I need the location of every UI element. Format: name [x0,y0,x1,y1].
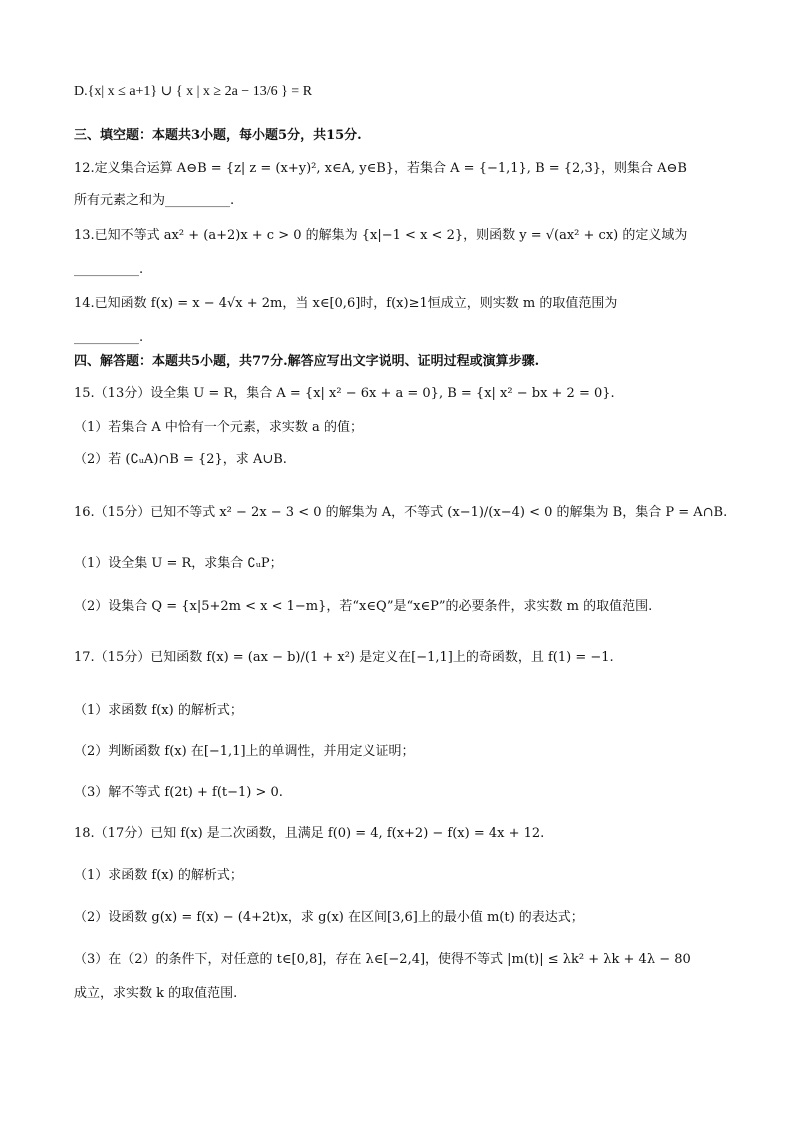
section-4-heading: 四、解答题：本题共5小题，共77分.解答应写出文字说明、证明过程或演算步骤. [74,354,540,369]
question-13-line-1: 13.已知不等式 ax² + (a+2)x + c > 0 的解集为 {x|−1 < x < 2}，则函数 y = √(ax² + cx) 的定义域为 [74,228,688,243]
question-14-line-2: __________. [74,330,144,345]
question-18-part-3-line-2: 成立，求实数 k 的取值范围. [74,986,238,1001]
question-17: 17.（15分）已知函数 f(x) = (ax − b)/(1 + x²) 是定义在[−1,1]上的奇函数，且 f(1) = −1. [74,650,614,665]
question-17-part-2: （2）判断函数 f(x) 在[−1,1]上的单调性，并用定义证明； [74,744,415,759]
question-13-line-2: __________. [74,262,144,277]
question-18-part-3-line-1: （3）在（2）的条件下，对任意的 t∈[0,8]，存在 λ∈[−2,4]，使得不等式 |m(t)| ≤ λk² + λk + 4λ − 80 [74,952,691,967]
question-16: 16.（15分）已知不等式 x² − 2x − 3 < 0 的解集为 A，不等式 (x−1)/(x−4) < 0 的解集为 B，集合 P = A∩B. [74,505,728,520]
question-12-line-2: 所有元素之和为__________. [74,193,235,208]
section-3-heading: 三、填空题：本题共3小题，每小题5分，共15分. [74,128,362,143]
question-12-line-1: 12.定义集合运算 A⊖B = {z| z = (x+y)², x∈A, y∈B}，若集合 A = {−1,1}, B = {2,3}，则集合 A⊖B [74,161,687,176]
question-15-part-1: （1）若集合 A 中恰有一个元素，求实数 a 的值； [74,420,363,435]
question-16-part-1: （1）设全集 U = R，求集合 ∁ᵤP； [74,556,283,571]
question-17-part-1: （1）求函数 f(x) 的解析式； [74,703,243,718]
question-17-part-3: （3）解不等式 f(2t) + f(t−1) > 0. [74,785,283,800]
question-14-line-1: 14.已知函数 f(x) = x − 4√x + 2m，当 x∈[0,6]时，f(x)≥1恒成立，则实数 m 的取值范围为 [74,296,618,311]
question-18-part-1: （1）求函数 f(x) 的解析式； [74,868,243,883]
question-15: 15.（13分）设全集 U = R，集合 A = {x| x² − 6x + a = 0}, B = {x| x² − bx + 2 = 0}. [74,386,615,401]
question-16-part-2: （2）设集合 Q = {x|5+2m < x < 1−m}，若“x∈Q”是“x∈P”的必要条件，求实数 m 的取值范围. [74,599,653,614]
question-15-part-2: （2）若 (∁ᵤA)∩B = {2}，求 A∪B. [74,452,287,467]
question-18-part-2: （2）设函数 g(x) = f(x) − (4+2t)x，求 g(x) 在区间[3,6]上的最小值 m(t) 的表达式； [74,910,584,925]
question-18: 18.（17分）已知 f(x) 是二次函数，且满足 f(0) = 4, f(x+2) − f(x) = 4x + 12. [74,826,545,841]
option-d: D.{x| x ≤ a+1} ∪ { x | x ≥ 2a − 13/6 } = R [74,84,313,99]
